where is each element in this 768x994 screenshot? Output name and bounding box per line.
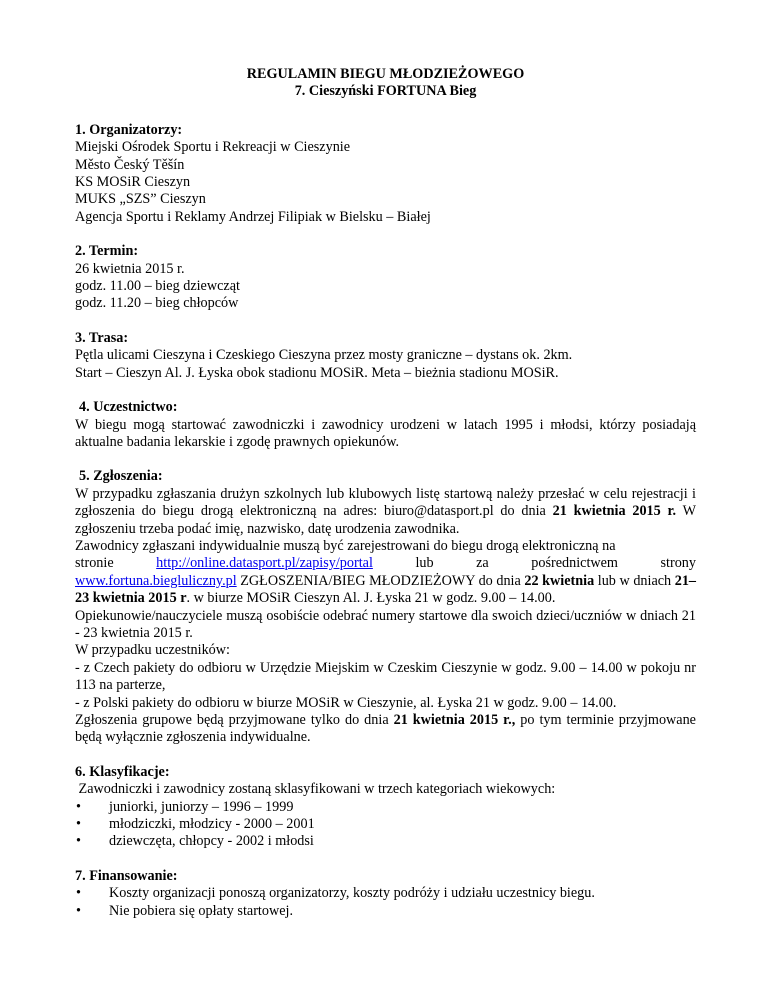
text-run: lub — [415, 555, 434, 572]
date-line: 26 kwietnia 2015 r. — [75, 260, 185, 277]
registration-individual-line: Zawodnicy zgłaszani indywidualnie muszą być zarejestrowani do biegu drogą elektroniczną na — [75, 537, 616, 554]
section-route — [75, 330, 696, 382]
list-item-text: juniorki, juniorzy – 1996 – 1999 — [109, 798, 294, 815]
date-line: godz. 11.00 – bieg dziewcząt — [75, 278, 240, 295]
bullet-icon: • — [76, 885, 81, 902]
text-run: stronie — [75, 555, 114, 572]
text-run: . w biurze MOSiR Cieszyn Al. J. Łyska 21 w godz. 9.00 – 14.00. — [186, 590, 556, 607]
text-run: lub w dniach — [594, 572, 675, 589]
bullet-icon: • — [76, 833, 81, 850]
registration-paragraph — [75, 573, 696, 608]
document-subtitle: 7. Cieszyński FORTUNA Bieg — [294, 83, 477, 100]
section-heading: 4. Uczestnictwo: — [79, 399, 178, 416]
category-list — [75, 799, 696, 851]
registration-paragraph: W przypadku uczestników: — [75, 642, 230, 659]
fortuna-link[interactable]: www.fortuna.biegluliczny.pl — [75, 572, 237, 589]
list-item — [75, 833, 696, 850]
text-run: Zgłoszenia grupowe będą przyjmowane tylko do dnia — [75, 712, 394, 728]
section-heading: 5. Zgłoszenia: — [79, 468, 163, 485]
organizer-line: MUKS „SZS” Cieszyn — [75, 191, 206, 208]
organizer-line: Město Český Těšín — [75, 156, 185, 173]
text-run: strony — [660, 555, 696, 572]
bullet-icon: • — [76, 798, 81, 815]
section-date — [75, 243, 696, 313]
list-item — [75, 799, 696, 816]
text-run: po tym terminie przyjmowane będą wyłącznie zgłoszenia indywidualne. — [75, 712, 696, 746]
datasport-link[interactable]: http://online.datasport.pl/zapisy/portal — [156, 555, 373, 572]
section-registration — [75, 468, 696, 747]
deadline-date: 21 kwietnia 2015 r., — [393, 712, 516, 728]
document-title: REGULAMIN BIEGU MŁODZIEŻOWEGO — [246, 66, 525, 82]
registration-paragraph: Opiekunowie/nauczyciele muszą osobiście odebrać numery startowe dla swoich dzieci/uczniów w dniach 21 - 23 kwietnia 2015 r. — [75, 607, 696, 641]
registration-paragraph — [75, 712, 696, 747]
section-heading: 1. Organizatorzy: — [75, 121, 183, 138]
section-heading: 2. Termin: — [75, 243, 139, 260]
organizer-line: Agencja Sportu i Reklamy Andrzej Filipiak w Bielsku – Białej — [75, 208, 431, 225]
list-item — [75, 903, 696, 920]
section-financing — [75, 868, 696, 920]
document-page — [75, 66, 696, 920]
section-heading: 6. Klasyfikacje: — [75, 763, 170, 780]
text-run: pośrednictwem — [531, 555, 618, 572]
bullet-icon: • — [76, 816, 81, 833]
organizer-line: Miejski Ośrodek Sportu i Rekreacji w Cieszynie — [75, 139, 351, 156]
deadline-date: 21 kwietnia 2015 r. — [552, 503, 677, 520]
list-item-text: dziewczęta, chłopcy - 2002 i młodsi — [109, 833, 314, 850]
deadline-date: 22 kwietnia — [524, 572, 595, 589]
route-line: Pętla ulicami Cieszyna i Czeskiego Cieszyna przez mosty graniczne – dystans ok. 2km. — [75, 347, 573, 364]
text-run: W przypadku zgłaszania drużyn szkolnych lub klubowych listę startową należy przesłać w celu rejestracji i zgłoszenia do biegu drogą elektroniczną na adres: biuro@datasport.pl do dnia — [75, 485, 696, 520]
classification-intro: Zawodniczki i zawodnicy zostaną sklasyfikowani w trzech kategoriach wiekowych: — [75, 781, 556, 798]
registration-paragraph — [75, 486, 696, 538]
list-item-text: Nie pobiera się opłaty startowej. — [109, 902, 293, 919]
registration-paragraph: - z Polski pakiety do odbioru w biurze MOSiR w Cieszynie, al. Łyska 21 w godz. 9.00 – 14.00. — [75, 694, 617, 711]
list-item-text: młodziczki, młodzicy - 2000 – 2001 — [109, 816, 315, 833]
financing-list — [75, 885, 696, 920]
text-run: za — [476, 555, 489, 572]
list-item — [75, 885, 696, 902]
section-participation — [75, 399, 696, 451]
registration-link-line — [75, 555, 696, 572]
section-heading: 7. Finansowanie: — [75, 867, 178, 884]
deadline-date: 21–23 kwietnia 2015 r — [75, 572, 696, 607]
section-heading: 3. Trasa: — [75, 329, 129, 346]
registration-paragraph: - z Czech pakiety do odbioru w Urzędzie Miejskim w Czeskim Cieszynie w godz. 9.00 – 14.00 w pokoju nr 113 na parterze, — [75, 659, 696, 694]
date-line: godz. 11.20 – bieg chłopców — [75, 295, 239, 312]
participation-text: W biegu mogą startować zawodniczki i zawodnicy urodzeni w latach 1995 i młodsi, którzy posiadają aktualne badania lekarskie i zgodę prawnych opiekunów. — [75, 416, 696, 450]
list-item-text: Koszty organizacji ponoszą organizatorzy, koszty podróży i udziału uczestnicy biegu. — [109, 885, 595, 902]
text-run: W zgłoszeniu trzeba podać imię, nazwisko, datę urodzenia zawodnika. — [75, 503, 696, 537]
section-classification — [75, 764, 696, 851]
list-item — [75, 816, 696, 833]
bullet-icon: • — [76, 902, 81, 919]
organizer-line: KS MOSiR Cieszyn — [75, 174, 191, 191]
text-run: ZGŁOSZENIA/BIEG MŁODZIEŻOWY do dnia — [236, 572, 525, 589]
section-organizers — [75, 122, 696, 226]
route-line: Start – Cieszyn Al. J. Łyska obok stadionu MOSiR. Meta – bieżnia stadionu MOSiR. — [75, 364, 559, 381]
